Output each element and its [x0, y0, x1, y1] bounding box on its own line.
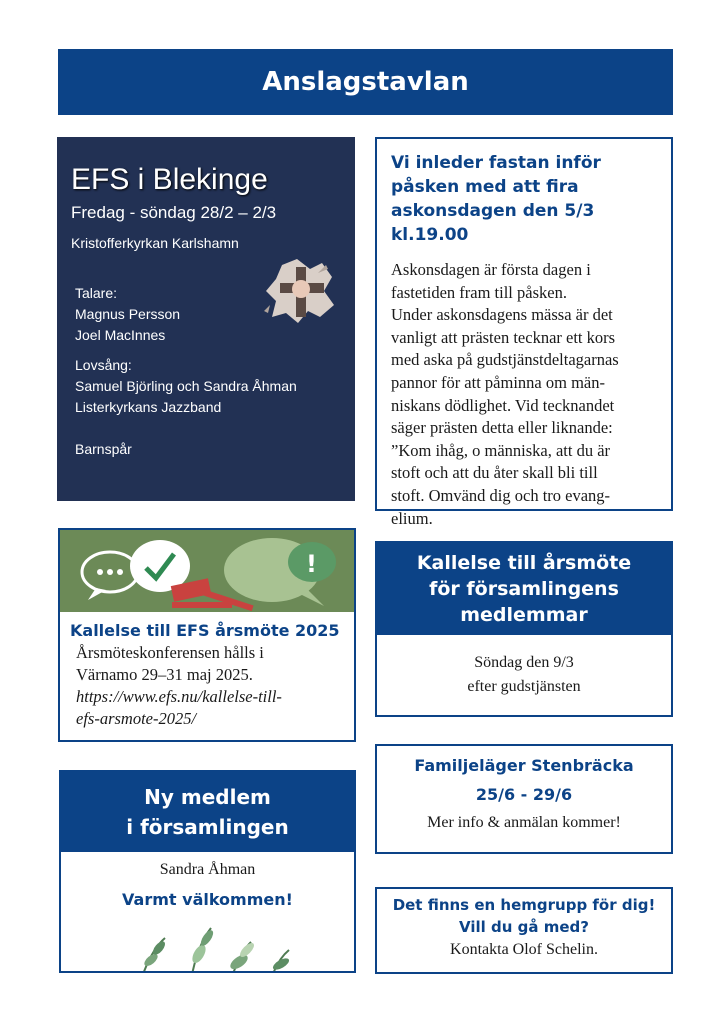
new-member-name: Sandra Åhman — [159, 861, 256, 878]
efs-meeting-title: Kallelse till EFS årsmöte 2025 — [70, 621, 340, 640]
efs-worship — [75, 355, 297, 418]
welcome-text: Varmt välkommen! — [122, 890, 293, 909]
home-group-card — [375, 887, 673, 974]
heading-line: Vi inleder fastan inför — [391, 153, 601, 173]
body-line: niskans dödlighet. Vid tecknandet — [391, 395, 615, 415]
speaker: Magnus Persson — [75, 306, 181, 322]
body-line: ”Kom ihåg, o människa, att du är — [391, 440, 611, 460]
body-line: Askonsdagen är första dagen i — [391, 260, 591, 279]
text-line: Årsmöteskonferensen hålls i — [76, 643, 264, 662]
worship-item: Listerkyrkans Jazzband — [75, 399, 222, 415]
efs-event-card — [57, 137, 355, 501]
leaves-illustration — [121, 920, 301, 973]
new-member-card — [59, 770, 356, 973]
efs-speakers — [75, 283, 180, 346]
worship-item: Samuel Björling och Sandra Åhman — [75, 378, 297, 394]
title-line: för församlingens — [429, 578, 619, 600]
parish-meeting-title — [377, 543, 671, 635]
parish-meeting-details — [377, 651, 671, 699]
link-line[interactable]: efs-arsmote-2025/ — [76, 709, 197, 728]
body-line: fastetiden fram till påsken. — [391, 282, 567, 302]
body-line: stoft och att du åter skall bli till — [391, 463, 598, 483]
body-line: säger prästen detta eller liknande: — [391, 418, 613, 438]
page-title — [58, 49, 673, 115]
efs-place: Kristofferkyrkan Karlshamn — [71, 235, 239, 251]
ash-wednesday-body — [391, 259, 657, 530]
body-line: med aska på gudstjänstdeltagarnas — [391, 350, 619, 370]
body-line: Under askonsdagens mässa är det — [391, 305, 613, 325]
family-camp-card — [375, 744, 673, 854]
body-line: pannor för att påminna om män- — [391, 372, 605, 392]
heading-line: askonsdagen den 5/3 kl.19.00 — [391, 201, 595, 245]
efs-meeting-text — [76, 642, 346, 730]
heading-line: påsken med att fira — [391, 177, 579, 197]
speech-bubbles-icon — [60, 530, 354, 612]
family-camp-info: Mer info & anmälan kommer! — [427, 814, 621, 831]
title-line: Vill du gå med? — [459, 918, 589, 936]
detail-line: Söndag den 9/3 — [474, 654, 574, 671]
detail-line: efter gudstjänsten — [467, 678, 581, 695]
family-camp-dates: 25/6 - 29/6 — [475, 785, 573, 804]
efs-kids: Barnspår — [75, 441, 132, 457]
efs-dates: Fredag - söndag 28/2 – 2/3 — [71, 203, 277, 222]
efs-title: EFS i Blekinge — [71, 163, 268, 196]
link-line[interactable]: https://www.efs.nu/kallelse-till- — [76, 687, 282, 706]
title-line: Det finns en hemgrupp för dig! — [392, 896, 656, 914]
speakers-label: Talare: — [75, 285, 118, 301]
ash-wednesday-heading — [391, 151, 657, 247]
ash-cross-art — [262, 255, 342, 327]
body-line: stoft. Omvänd dig och tro evang- — [391, 485, 611, 505]
speech-bubbles-banner — [60, 530, 354, 612]
efs-meeting-link[interactable] — [76, 686, 346, 730]
home-group-contact: Kontakta Olof Schelin. — [450, 941, 598, 958]
title-line: Ny medlem — [144, 785, 271, 809]
body-line: vanligt att prästen tecknar ett kors — [391, 327, 616, 347]
home-group-title — [377, 894, 671, 938]
family-camp-title: Familjeläger Stenbräcka — [414, 756, 634, 775]
exclamation-icon: ! — [306, 550, 317, 578]
speaker: Joel MacInnes — [75, 327, 166, 343]
title-line: i församlingen — [126, 815, 289, 839]
parish-annual-meeting-card — [375, 541, 673, 717]
new-member-title — [61, 772, 354, 852]
title-line: medlemmar — [460, 604, 588, 626]
efs-annual-meeting-card — [58, 528, 356, 742]
body-line: elium. — [391, 508, 433, 528]
worship-label: Lovsång: — [75, 357, 132, 373]
text-line: Värnamo 29–31 maj 2025. — [76, 665, 253, 684]
ash-wednesday-card — [375, 137, 673, 528]
page-title-text: Anslagstavlan — [262, 67, 469, 97]
title-line: Kallelse till årsmöte — [416, 552, 632, 574]
